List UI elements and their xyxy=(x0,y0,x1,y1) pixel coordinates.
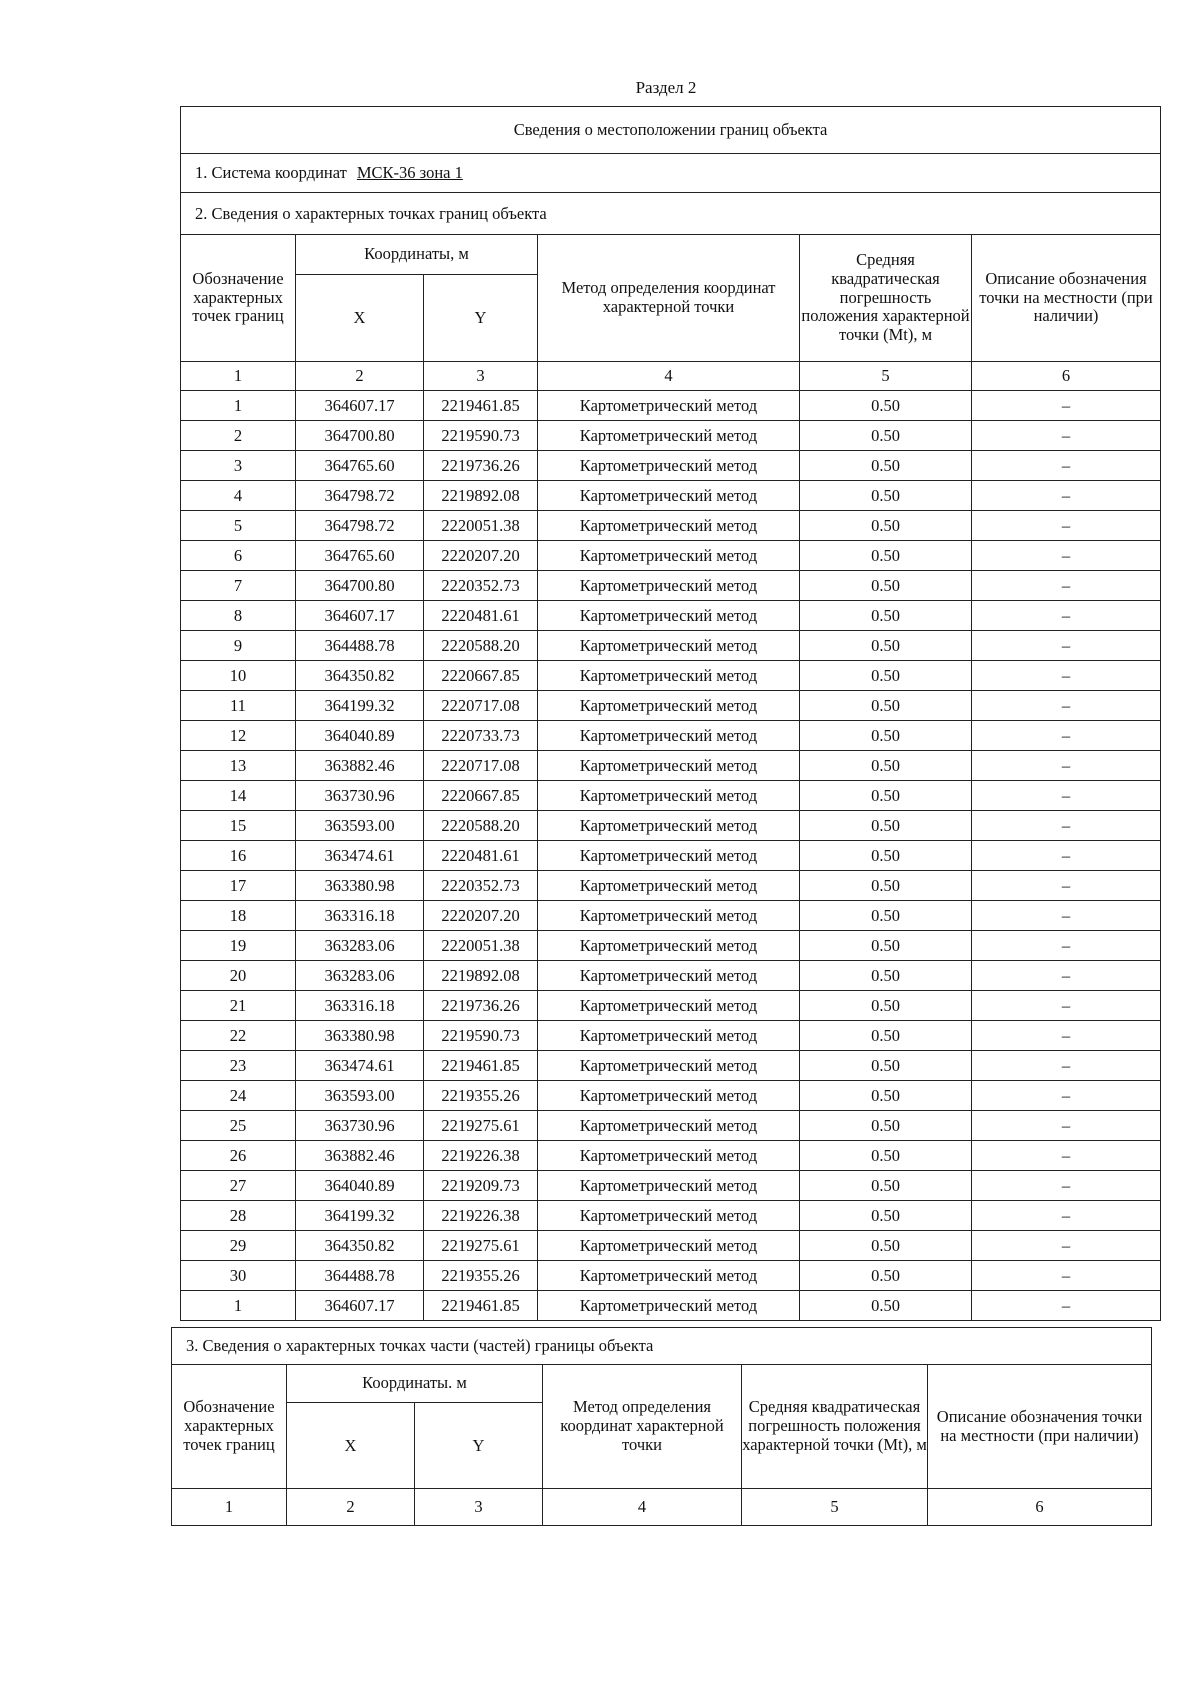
point-number-cell: 1 xyxy=(181,1291,296,1321)
point-number-cell: 20 xyxy=(181,961,296,991)
parts-heading: 3. Сведения о характерных точках части (частей) границы объекта xyxy=(172,1328,1152,1365)
method-cell: Картометрический метод xyxy=(538,391,800,421)
point-number-cell: 10 xyxy=(181,661,296,691)
parts-col-coordinates-header: Координаты. м xyxy=(287,1365,543,1403)
coord-y-cell: 2219355.26 xyxy=(424,1261,538,1291)
table-row xyxy=(181,781,1161,811)
point-number-cell: 29 xyxy=(181,1231,296,1261)
coord-x-cell: 363316.18 xyxy=(296,991,424,1021)
table-row xyxy=(181,1081,1161,1111)
table-row xyxy=(181,511,1161,541)
method-cell: Картометрический метод xyxy=(538,751,800,781)
method-cell: Картометрический метод xyxy=(538,1171,800,1201)
method-cell: Картометрический метод xyxy=(538,1201,800,1231)
coord-x-cell: 363380.98 xyxy=(296,1021,424,1051)
method-cell: Картометрический метод xyxy=(538,1081,800,1111)
mean-error-cell: 0.50 xyxy=(800,421,972,451)
point-number-cell: 6 xyxy=(181,541,296,571)
boundary-table xyxy=(180,106,1161,1321)
method-cell: Картометрический метод xyxy=(538,451,800,481)
coord-x-cell: 363882.46 xyxy=(296,1141,424,1171)
mean-error-cell: 0.50 xyxy=(800,961,972,991)
parts-column-numbers-row xyxy=(172,1489,1152,1526)
coord-y-cell: 2220051.38 xyxy=(424,511,538,541)
mean-error-cell: 0.50 xyxy=(800,811,972,841)
table-row xyxy=(181,931,1161,961)
parts-col-method-header: Метод определения координат характерной точки xyxy=(543,1365,742,1489)
coord-x-cell: 363316.18 xyxy=(296,901,424,931)
description-cell: – xyxy=(972,601,1161,631)
description-cell: – xyxy=(972,721,1161,751)
description-cell: – xyxy=(972,391,1161,421)
parts-table xyxy=(171,1327,1152,1526)
coord-y-cell: 2219461.85 xyxy=(424,1291,538,1321)
parts-col-designation-header: Обозначение характерных точек границ xyxy=(172,1365,287,1489)
coord-x-cell: 364350.82 xyxy=(296,661,424,691)
point-number-cell: 28 xyxy=(181,1201,296,1231)
point-number-cell: 7 xyxy=(181,571,296,601)
coord-y-cell: 2220733.73 xyxy=(424,721,538,751)
description-cell: – xyxy=(972,781,1161,811)
method-cell: Картометрический метод xyxy=(538,481,800,511)
parts-col-error-header: Средняя квадратическая погрешность положения характерной точки (Mt), м xyxy=(742,1365,928,1489)
mean-error-cell: 0.50 xyxy=(800,661,972,691)
description-cell: – xyxy=(972,451,1161,481)
page-title: Раздел 2 xyxy=(635,78,697,97)
table-row xyxy=(181,1111,1161,1141)
coord-y-cell: 2219275.61 xyxy=(424,1231,538,1261)
table-row xyxy=(181,481,1161,511)
column-number: 6 xyxy=(928,1489,1152,1526)
table-row xyxy=(181,991,1161,1021)
description-cell: – xyxy=(972,481,1161,511)
coord-x-cell: 363474.61 xyxy=(296,1051,424,1081)
description-cell: – xyxy=(972,901,1161,931)
coord-x-cell: 363730.96 xyxy=(296,781,424,811)
description-cell: – xyxy=(972,1141,1161,1171)
coord-x-cell: 364040.89 xyxy=(296,721,424,751)
description-cell: – xyxy=(972,571,1161,601)
section-heading: Сведения о местоположении границ объекта xyxy=(181,107,1161,154)
method-cell: Картометрический метод xyxy=(538,1111,800,1141)
method-cell: Картометрический метод xyxy=(538,1261,800,1291)
point-number-cell: 30 xyxy=(181,1261,296,1291)
col-y-header: Y xyxy=(424,275,538,362)
mean-error-cell: 0.50 xyxy=(800,931,972,961)
coord-y-cell: 2220717.08 xyxy=(424,751,538,781)
coord-y-cell: 2220481.61 xyxy=(424,601,538,631)
method-cell: Картометрический метод xyxy=(538,991,800,1021)
mean-error-cell: 0.50 xyxy=(800,721,972,751)
mean-error-cell: 0.50 xyxy=(800,571,972,601)
point-number-cell: 15 xyxy=(181,811,296,841)
coord-y-cell: 2219275.61 xyxy=(424,1111,538,1141)
mean-error-cell: 0.50 xyxy=(800,1081,972,1111)
description-cell: – xyxy=(972,1111,1161,1141)
mean-error-cell: 0.50 xyxy=(800,1111,972,1141)
method-cell: Картометрический метод xyxy=(538,1291,800,1321)
description-cell: – xyxy=(972,841,1161,871)
method-cell: Картометрический метод xyxy=(538,781,800,811)
coord-x-cell: 364700.80 xyxy=(296,571,424,601)
point-number-cell: 9 xyxy=(181,631,296,661)
description-cell: – xyxy=(972,1051,1161,1081)
table-row xyxy=(181,871,1161,901)
column-number: 3 xyxy=(415,1489,543,1526)
table-row xyxy=(181,721,1161,751)
table-row xyxy=(181,421,1161,451)
point-number-cell: 1 xyxy=(181,391,296,421)
mean-error-cell: 0.50 xyxy=(800,631,972,661)
table-row xyxy=(181,1141,1161,1171)
parts-col-description-header: Описание обозначения точки на местности (при наличии) xyxy=(928,1365,1152,1489)
mean-error-cell: 0.50 xyxy=(800,391,972,421)
mean-error-cell: 0.50 xyxy=(800,751,972,781)
point-number-cell: 21 xyxy=(181,991,296,1021)
coord-x-cell: 364798.72 xyxy=(296,481,424,511)
coord-x-cell: 364765.60 xyxy=(296,541,424,571)
method-cell: Картометрический метод xyxy=(538,1021,800,1051)
mean-error-cell: 0.50 xyxy=(800,781,972,811)
mean-error-cell: 0.50 xyxy=(800,991,972,1021)
coord-y-cell: 2220352.73 xyxy=(424,571,538,601)
coord-x-cell: 363283.06 xyxy=(296,931,424,961)
coordinate-system-value: МСК-36 зона 1 xyxy=(356,163,463,182)
coordinate-system-row xyxy=(181,154,1161,193)
table-row xyxy=(181,751,1161,781)
point-number-cell: 23 xyxy=(181,1051,296,1081)
point-number-cell: 11 xyxy=(181,691,296,721)
column-number: 1 xyxy=(172,1489,287,1526)
coord-y-cell: 2219590.73 xyxy=(424,1021,538,1051)
table-row xyxy=(181,1201,1161,1231)
table-row xyxy=(181,1021,1161,1051)
coord-y-cell: 2220588.20 xyxy=(424,811,538,841)
method-cell: Картометрический метод xyxy=(538,901,800,931)
column-number: 2 xyxy=(296,362,424,391)
coord-y-cell: 2220667.85 xyxy=(424,781,538,811)
point-number-cell: 24 xyxy=(181,1081,296,1111)
coord-x-cell: 364607.17 xyxy=(296,601,424,631)
table-row xyxy=(181,1171,1161,1201)
mean-error-cell: 0.50 xyxy=(800,1051,972,1081)
description-cell: – xyxy=(972,1081,1161,1111)
method-cell: Картометрический метод xyxy=(538,931,800,961)
table-row xyxy=(181,451,1161,481)
coord-x-cell: 363474.61 xyxy=(296,841,424,871)
coord-x-cell: 364607.17 xyxy=(296,391,424,421)
method-cell: Картометрический метод xyxy=(538,691,800,721)
coord-y-cell: 2220051.38 xyxy=(424,931,538,961)
coord-y-cell: 2220588.20 xyxy=(424,631,538,661)
mean-error-cell: 0.50 xyxy=(800,1231,972,1261)
coord-y-cell: 2220717.08 xyxy=(424,691,538,721)
description-cell: – xyxy=(972,751,1161,781)
method-cell: Картометрический метод xyxy=(538,871,800,901)
coord-x-cell: 364199.32 xyxy=(296,691,424,721)
method-cell: Картометрический метод xyxy=(538,511,800,541)
table-row xyxy=(181,571,1161,601)
point-number-cell: 17 xyxy=(181,871,296,901)
coord-y-cell: 2219209.73 xyxy=(424,1171,538,1201)
method-cell: Картометрический метод xyxy=(538,1051,800,1081)
point-number-cell: 2 xyxy=(181,421,296,451)
table-row xyxy=(181,1231,1161,1261)
coord-y-cell: 2219892.08 xyxy=(424,481,538,511)
point-number-cell: 27 xyxy=(181,1171,296,1201)
table-row xyxy=(181,1051,1161,1081)
coord-x-cell: 363730.96 xyxy=(296,1111,424,1141)
coord-y-cell: 2220207.20 xyxy=(424,901,538,931)
mean-error-cell: 0.50 xyxy=(800,1261,972,1291)
table-row xyxy=(181,631,1161,661)
point-number-cell: 8 xyxy=(181,601,296,631)
point-number-cell: 25 xyxy=(181,1111,296,1141)
coord-x-cell: 364488.78 xyxy=(296,631,424,661)
description-cell: – xyxy=(972,631,1161,661)
description-cell: – xyxy=(972,1261,1161,1291)
description-cell: – xyxy=(972,421,1161,451)
table-row xyxy=(181,541,1161,571)
point-number-cell: 14 xyxy=(181,781,296,811)
coordinate-system-label: 1. Система координат xyxy=(195,163,347,182)
method-cell: Картометрический метод xyxy=(538,1231,800,1261)
mean-error-cell: 0.50 xyxy=(800,1171,972,1201)
point-number-cell: 22 xyxy=(181,1021,296,1051)
column-number: 4 xyxy=(538,362,800,391)
coord-x-cell: 363593.00 xyxy=(296,1081,424,1111)
mean-error-cell: 0.50 xyxy=(800,1021,972,1051)
point-number-cell: 16 xyxy=(181,841,296,871)
description-cell: – xyxy=(972,811,1161,841)
method-cell: Картометрический метод xyxy=(538,721,800,751)
coord-y-cell: 2219226.38 xyxy=(424,1141,538,1171)
column-number: 5 xyxy=(742,1489,928,1526)
mean-error-cell: 0.50 xyxy=(800,1291,972,1321)
coord-y-cell: 2220352.73 xyxy=(424,871,538,901)
mean-error-cell: 0.50 xyxy=(800,481,972,511)
table-row xyxy=(181,901,1161,931)
column-number: 1 xyxy=(181,362,296,391)
column-number: 4 xyxy=(543,1489,742,1526)
table-row xyxy=(181,841,1161,871)
method-cell: Картометрический метод xyxy=(538,1141,800,1171)
method-cell: Картометрический метод xyxy=(538,601,800,631)
table-row xyxy=(181,961,1161,991)
description-cell: – xyxy=(972,871,1161,901)
coord-y-cell: 2220667.85 xyxy=(424,661,538,691)
point-number-cell: 26 xyxy=(181,1141,296,1171)
coord-x-cell: 364798.72 xyxy=(296,511,424,541)
description-cell: – xyxy=(972,1021,1161,1051)
description-cell: – xyxy=(972,991,1161,1021)
col-description-header: Описание обозначения точки на местности (при наличии) xyxy=(972,235,1161,362)
description-cell: – xyxy=(972,691,1161,721)
table-row xyxy=(181,1291,1161,1321)
coord-x-cell: 364199.32 xyxy=(296,1201,424,1231)
point-number-cell: 18 xyxy=(181,901,296,931)
coord-y-cell: 2220207.20 xyxy=(424,541,538,571)
parts-col-x-header: X xyxy=(287,1403,415,1489)
method-cell: Картометрический метод xyxy=(538,841,800,871)
table-row xyxy=(181,601,1161,631)
method-cell: Картометрический метод xyxy=(538,961,800,991)
method-cell: Картометрический метод xyxy=(538,811,800,841)
method-cell: Картометрический метод xyxy=(538,631,800,661)
point-number-cell: 5 xyxy=(181,511,296,541)
points-heading: 2. Сведения о характерных точках границ объекта xyxy=(181,193,1161,235)
col-method-header: Метод определения координат характерной точки xyxy=(538,235,800,362)
description-cell: – xyxy=(972,1291,1161,1321)
description-cell: – xyxy=(972,1171,1161,1201)
col-designation-header: Обозначение характерных точек границ xyxy=(181,235,296,362)
table-row xyxy=(181,391,1161,421)
mean-error-cell: 0.50 xyxy=(800,871,972,901)
column-number: 2 xyxy=(287,1489,415,1526)
point-number-cell: 13 xyxy=(181,751,296,781)
description-cell: – xyxy=(972,931,1161,961)
coord-y-cell: 2219736.26 xyxy=(424,991,538,1021)
description-cell: – xyxy=(972,1201,1161,1231)
mean-error-cell: 0.50 xyxy=(800,691,972,721)
coord-y-cell: 2219736.26 xyxy=(424,451,538,481)
mean-error-cell: 0.50 xyxy=(800,451,972,481)
parts-col-y-header: Y xyxy=(415,1403,543,1489)
coord-x-cell: 363380.98 xyxy=(296,871,424,901)
point-number-cell: 12 xyxy=(181,721,296,751)
description-cell: – xyxy=(972,1231,1161,1261)
description-cell: – xyxy=(972,961,1161,991)
mean-error-cell: 0.50 xyxy=(800,511,972,541)
method-cell: Картометрический метод xyxy=(538,661,800,691)
coord-y-cell: 2219355.26 xyxy=(424,1081,538,1111)
coord-x-cell: 363593.00 xyxy=(296,811,424,841)
coord-x-cell: 364350.82 xyxy=(296,1231,424,1261)
coord-x-cell: 364040.89 xyxy=(296,1171,424,1201)
method-cell: Картометрический метод xyxy=(538,571,800,601)
coord-x-cell: 364765.60 xyxy=(296,451,424,481)
method-cell: Картометрический метод xyxy=(538,541,800,571)
coord-y-cell: 2219461.85 xyxy=(424,1051,538,1081)
table-row xyxy=(181,811,1161,841)
mean-error-cell: 0.50 xyxy=(800,1201,972,1231)
coord-y-cell: 2220481.61 xyxy=(424,841,538,871)
coord-y-cell: 2219226.38 xyxy=(424,1201,538,1231)
mean-error-cell: 0.50 xyxy=(800,1141,972,1171)
coord-x-cell: 364488.78 xyxy=(296,1261,424,1291)
coord-x-cell: 364700.80 xyxy=(296,421,424,451)
column-number: 6 xyxy=(972,362,1161,391)
column-number: 5 xyxy=(800,362,972,391)
mean-error-cell: 0.50 xyxy=(800,841,972,871)
mean-error-cell: 0.50 xyxy=(800,901,972,931)
description-cell: – xyxy=(972,661,1161,691)
coord-y-cell: 2219590.73 xyxy=(424,421,538,451)
point-number-cell: 19 xyxy=(181,931,296,961)
mean-error-cell: 0.50 xyxy=(800,541,972,571)
description-cell: – xyxy=(972,541,1161,571)
point-number-cell: 3 xyxy=(181,451,296,481)
coord-x-cell: 364607.17 xyxy=(296,1291,424,1321)
table-row xyxy=(181,661,1161,691)
col-error-header: Средняя квадратическая погрешность положения характерной точки (Mt), м xyxy=(800,235,972,362)
col-coordinates-header: Координаты, м xyxy=(296,235,538,275)
coord-y-cell: 2219461.85 xyxy=(424,391,538,421)
column-numbers-row xyxy=(181,362,1161,391)
table-row xyxy=(181,1261,1161,1291)
coord-y-cell: 2219892.08 xyxy=(424,961,538,991)
method-cell: Картометрический метод xyxy=(538,421,800,451)
mean-error-cell: 0.50 xyxy=(800,601,972,631)
column-number: 3 xyxy=(424,362,538,391)
col-x-header: X xyxy=(296,275,424,362)
coord-x-cell: 363882.46 xyxy=(296,751,424,781)
description-cell: – xyxy=(972,511,1161,541)
point-number-cell: 4 xyxy=(181,481,296,511)
table-row xyxy=(181,691,1161,721)
coord-x-cell: 363283.06 xyxy=(296,961,424,991)
